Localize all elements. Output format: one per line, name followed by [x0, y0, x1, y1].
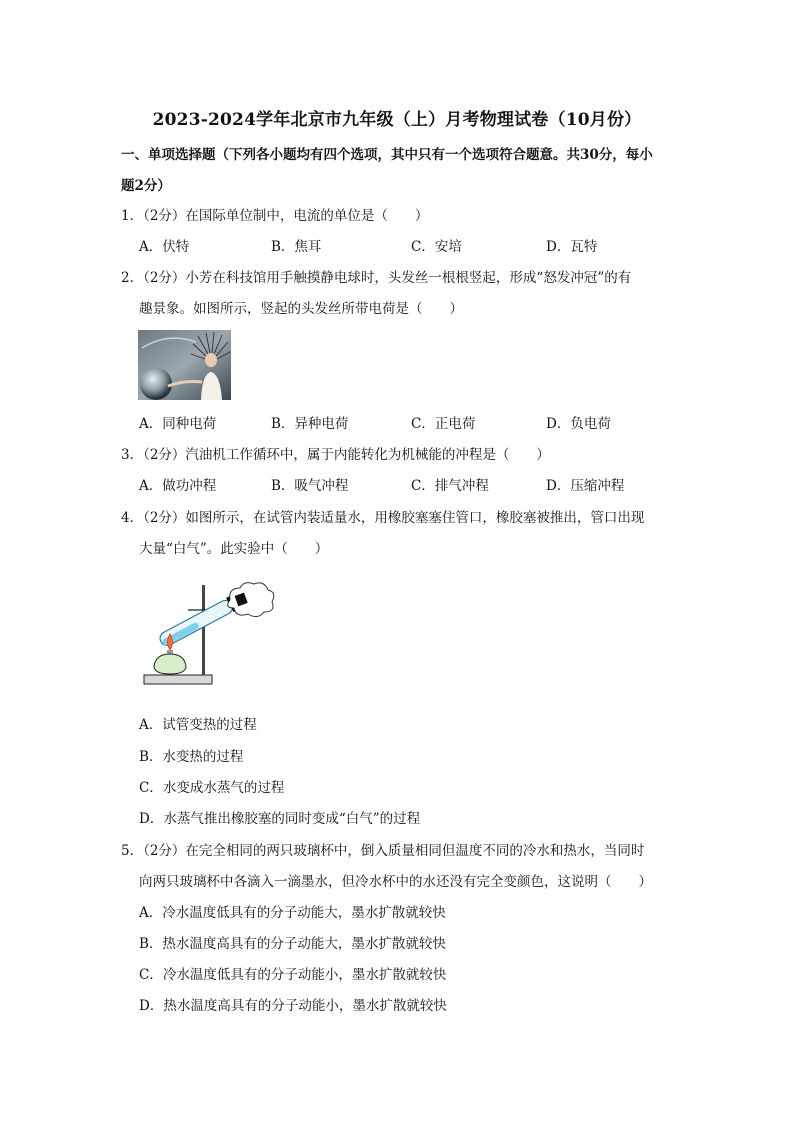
- question-2: 2．（2分）小芳在科技馆用手触摸静电球时，头发丝一根根竖起，形成“怒发冲冠”的有: [121, 270, 632, 286]
- q3-option-a: A．做功冲程: [139, 478, 217, 494]
- q2-option-b: B．异种电荷: [271, 416, 349, 432]
- q1-option-d: D．瓦特: [546, 239, 598, 255]
- question-5: 5．（2分）在完全相同的两只玻璃杯中，倒入质量相同但温度不同的冷水和热水，当同时: [121, 843, 645, 859]
- q4-option-a: A．试管变热的过程: [139, 717, 257, 733]
- section-heading: 一、单项选择题（下列各小题均有四个选项，其中只有一个选项符合题意。共30分，每小: [121, 147, 653, 163]
- q1-option-b: B．焦耳: [271, 239, 322, 255]
- q5-option-b: B．热水温度高具有的分子动能大，墨水扩散就较快: [139, 936, 446, 952]
- q5-option-c: C．冷水温度低具有的分子动能小，墨水扩散就较快: [139, 967, 447, 983]
- q4-option-c: C．水变成水蒸气的过程: [139, 780, 285, 796]
- q4-option-b: B．水变热的过程: [139, 749, 244, 765]
- q4-option-d: D．水蒸气推出橡胶塞的同时变成“白气”的过程: [139, 811, 421, 827]
- question-4-cont: 大量“白气”。此实验中（ ）: [139, 541, 329, 557]
- q3-option-d: D．压缩冲程: [546, 478, 625, 494]
- q2-option-a: A．同种电荷: [139, 416, 217, 432]
- page-title: 2023-2024学年北京市九年级（上）月考物理试卷（10月份）: [152, 110, 642, 130]
- question-3: 3．（2分）汽油机工作循环中，属于内能转化为机械能的冲程是（ ）: [121, 447, 550, 463]
- q2-option-c: C．正电荷: [411, 416, 476, 432]
- question-1: 1．（2分）在国际单位制中，电流的单位是（ ）: [121, 208, 429, 224]
- question-2-cont: 趣景象。如图所示，竖起的头发丝所带电荷是（ ）: [139, 301, 463, 317]
- q3-option-b: B．吸气冲程: [271, 478, 349, 494]
- electrostatic-ball-photo: [138, 330, 231, 400]
- q2-option-d: D．负电荷: [546, 416, 611, 432]
- section-heading-cont: 题2分）: [121, 178, 171, 194]
- q5-option-d: D．热水温度高具有的分子动能小，墨水扩散就较快: [139, 998, 447, 1014]
- question-4: 4．（2分）如图所示，在试管内装适量水，用橡胶塞塞住管口，橡胶塞被推出，管口出现: [121, 510, 645, 526]
- q3-option-c: C．排气冲程: [411, 478, 489, 494]
- q5-option-a: A．冷水温度低具有的分子动能大，墨水扩散就较快: [139, 905, 446, 921]
- test-tube-apparatus-diagram: [138, 580, 278, 695]
- q1-option-c: C．安培: [411, 239, 462, 255]
- q1-option-a: A．伏特: [139, 239, 190, 255]
- question-5-cont: 向两只玻璃杯中各滴入一滴墨水，但冷水杯中的水还没有完全变颜色，这说明（ ）: [139, 874, 652, 890]
